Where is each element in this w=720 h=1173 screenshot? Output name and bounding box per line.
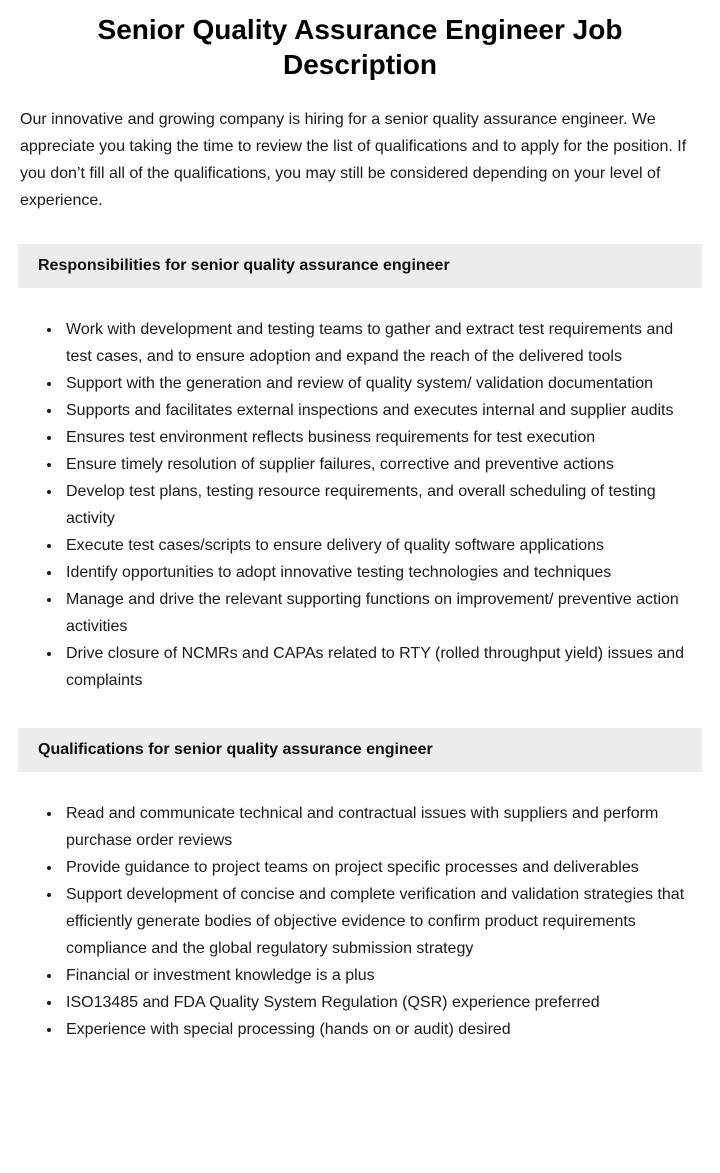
list-item: • Work with development and testing teams to gather and extract test requirements and test cases, and to ensure adoption and expand the reach of the delivered tools: [62, 316, 700, 370]
list-item: • Support with the generation and review of quality system/ validation documentation: [62, 370, 700, 397]
list-item: • Provide guidance to project teams on project specific processes and deliverables: [62, 854, 700, 881]
list-item: • ISO13485 and FDA Quality System Regulation (QSR) experience preferred: [62, 989, 700, 1016]
list-item: • Drive closure of NCMRs and CAPAs related to RTY (rolled throughput yield) issues and complaints: [62, 640, 700, 694]
list-item: • Support development of concise and complete verification and validation strategies that efficiently generate bodies of objective evidence to confirm product requirements compliance and the global regulatory submission strategy: [62, 881, 700, 962]
responsibilities-list: [20, 316, 700, 694]
list-item: • Manage and drive the relevant supporting functions on improvement/ preventive action activities: [62, 586, 700, 640]
list-item: • Read and communicate technical and contractual issues with suppliers and perform purchase order reviews: [62, 800, 700, 854]
list-item: • Execute test cases/scripts to ensure delivery of quality software applications: [62, 532, 700, 559]
list-item: • Identify opportunities to adopt innovative testing technologies and techniques: [62, 559, 700, 586]
qualifications-section: [20, 728, 700, 1043]
responsibilities-heading: Responsibilities for senior quality assurance engineer: [18, 244, 702, 288]
list-item: • Ensure timely resolution of supplier failures, corrective and preventive actions: [62, 451, 700, 478]
intro-paragraph: Our innovative and growing company is hiring for a senior quality assurance engineer. We appreciate you taking the time to review the list of qualifications and to apply for the position. If you don’t fill all of the qualifications, you may still be considered depending on your level of experience.: [20, 111, 687, 209]
list-item: • Develop test plans, testing resource requirements, and overall scheduling of testing activity: [62, 478, 700, 532]
page-title: Senior Quality Assurance Engineer Job Description: [97, 14, 623, 80]
list-item: • Experience with special processing (hands on or audit) desired: [62, 1016, 700, 1043]
list-item: • Supports and facilitates external inspections and executes internal and supplier audits: [62, 397, 700, 424]
qualifications-list: [20, 800, 700, 1043]
list-item: • Ensures test environment reflects business requirements for test execution: [62, 424, 700, 451]
qualifications-heading: Qualifications for senior quality assurance engineer: [18, 728, 702, 772]
responsibilities-section: [20, 244, 700, 694]
list-item: • Financial or investment knowledge is a plus: [62, 962, 700, 989]
